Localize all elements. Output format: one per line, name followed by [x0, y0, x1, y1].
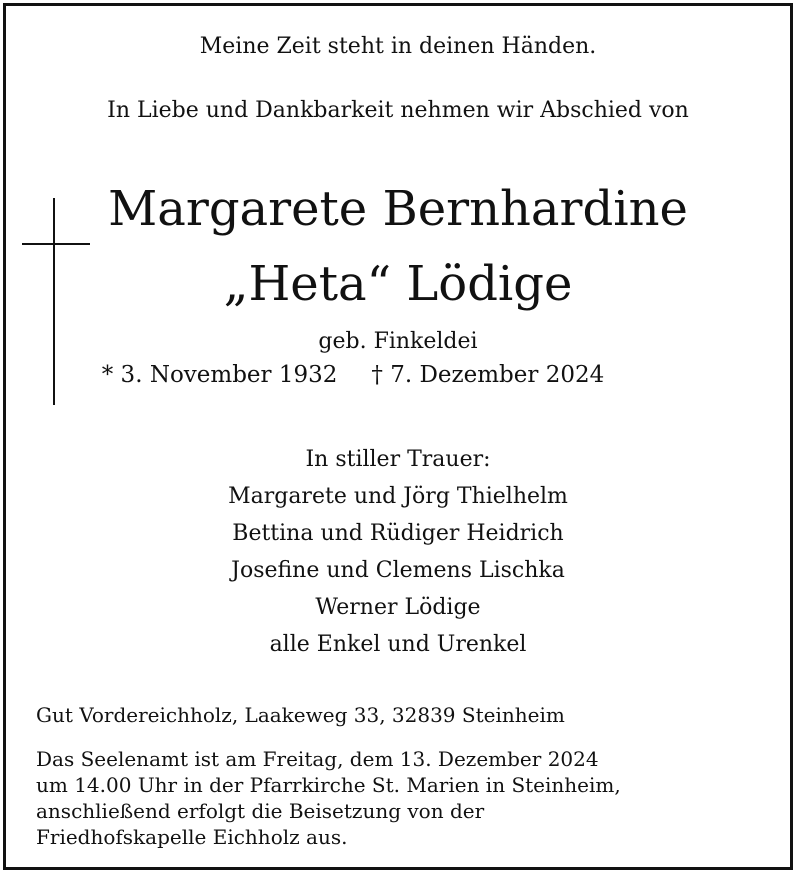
mourning-heading: In stiller Trauer:: [305, 447, 491, 472]
cross-icon-horizontal-bar: [22, 243, 90, 245]
motto: Meine Zeit steht in deinen Händen.: [199, 34, 597, 59]
birth-date: * 3. November 1932: [101, 362, 338, 388]
service-details: [36, 746, 621, 850]
life-dates: [0, 362, 745, 388]
family-address: Gut Vordereichholz, Laakeweg 33, 32839 Steinheim: [36, 703, 565, 727]
death-date: † 7. Dezember 2024: [371, 362, 605, 388]
service-line: Friedhofskapelle Eichholz aus.: [36, 825, 348, 849]
deceased-name-line2: „Heta“ Lödige: [223, 256, 573, 312]
intro-text: In Liebe und Dankbarkeit nehmen wir Abschied von: [107, 98, 689, 123]
service-line: anschließend erfolgt die Beisetzung von der: [36, 799, 485, 823]
mourner-item: Werner Lödige: [315, 595, 481, 620]
mourner-item: Josefine und Clemens Lischka: [231, 558, 565, 583]
mourner-item: Margarete und Jörg Thielhelm: [228, 484, 568, 509]
mourner-item: Bettina und Rüdiger Heidrich: [232, 521, 564, 546]
birth-name: geb. Finkeldei: [318, 329, 478, 354]
service-line: Das Seelenamt ist am Freitag, dem 13. Dezember 2024: [36, 747, 599, 771]
deceased-name-line1: Margarete Bernhardine: [108, 181, 688, 237]
obituary-notice: [3, 3, 793, 870]
mourner-item: alle Enkel und Urenkel: [269, 632, 527, 657]
service-line: um 14.00 Uhr in der Pfarrkirche St. Marien in Steinheim,: [36, 773, 621, 797]
